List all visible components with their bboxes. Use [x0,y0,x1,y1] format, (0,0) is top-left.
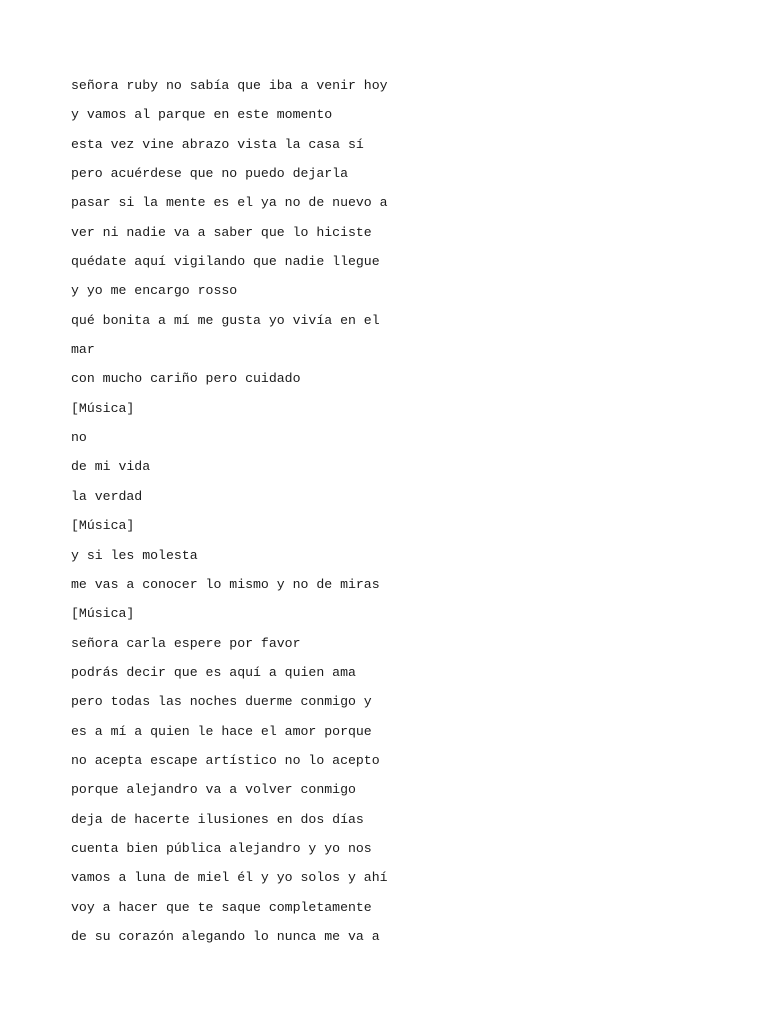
transcript-line: y si les molesta [71,547,198,563]
transcript-line: voy a hacer que te saque completamente [71,899,372,915]
transcript-line: señora carla espere por favor [71,635,301,651]
transcript-line: con mucho cariño pero cuidado [71,371,301,387]
transcript-line: no [71,430,87,446]
transcript-line: ver ni nadie va a saber que lo hiciste [71,224,372,240]
transcript-line: es a mí a quien le hace el amor porque [71,723,372,739]
transcript-line: deja de hacerte ilusiones en dos días [71,811,364,827]
transcript-line: de su corazón alegando lo nunca me va a [71,928,380,944]
transcript-line: y yo me encargo rosso [71,283,238,299]
transcript-line: podrás decir que es aquí a quien ama [71,664,356,680]
transcript-line: esta vez vine abrazo vista la casa sí [71,136,364,152]
transcript-line: [Música] [71,606,135,622]
transcript-line: porque alejandro va a volver conmigo [71,782,356,798]
transcript-line: [Música] [71,400,135,416]
transcript-line: cuenta bien pública alejandro y yo nos [71,840,372,856]
transcript-line: me vas a conocer lo mismo y no de miras [71,576,380,592]
transcript-line: pero acuérdese que no puedo dejarla [71,166,348,182]
transcript-line: [Música] [71,518,135,534]
transcript-line: mar [71,342,95,358]
transcript-line: qué bonita a mí me gusta yo vivía en el [71,312,380,328]
transcript-line: pasar si la mente es el ya no de nuevo a [71,195,388,211]
transcript-line: la verdad [71,488,143,504]
transcript-line: vamos a luna de miel él y yo solos y ahí [71,870,388,886]
transcript-line: quédate aquí vigilando que nadie llegue [71,254,380,270]
transcript-line: pero todas las noches duerme conmigo y [71,694,372,710]
transcript-lines [71,71,388,951]
transcript-line: no acepta escape artístico no lo acepto [71,752,380,768]
transcript-line: y vamos al parque en este momento [71,107,333,123]
transcript-line: señora ruby no sabía que iba a venir hoy [71,78,388,93]
transcript-line: de mi vida [71,459,151,475]
